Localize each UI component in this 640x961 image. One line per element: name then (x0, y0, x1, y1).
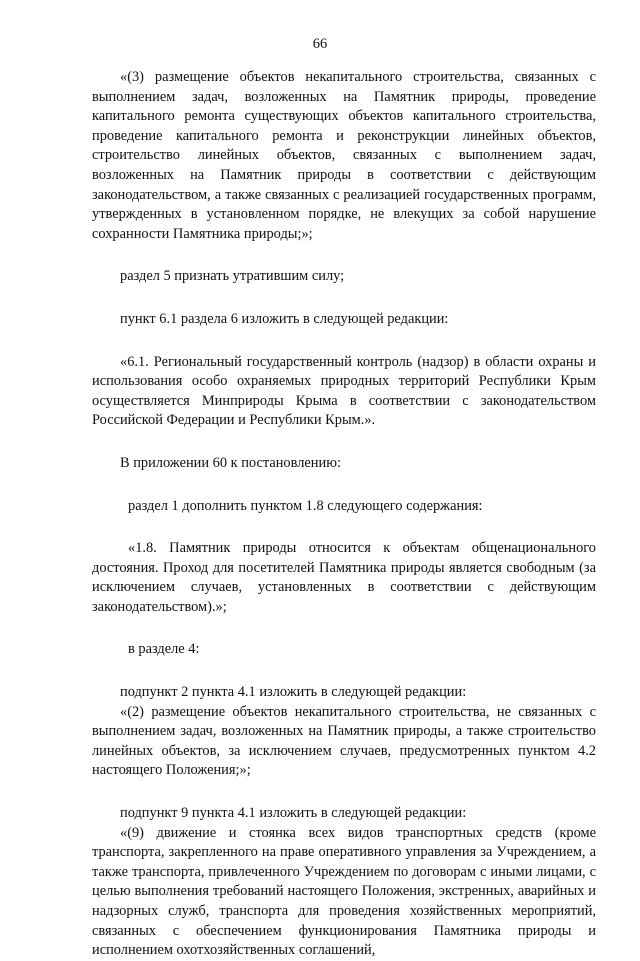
paragraph-section-4: в разделе 4: (128, 641, 200, 658)
document-body (92, 68, 596, 961)
page-number: 66 (312, 36, 328, 52)
paragraph-amendment-3: «(3) размещение объектов некапитального строительства, связанных с выполнением задач, возложенных на Памятник природы, проведение капитального ремонта существующих объектов капитального строительства, проведение капитального ремонта и реконструкции линейных объектов, строительство линейных объектов, связанных с выполнением задач, возложенных на Памятник природы в соответствии с действующим законодательством, а также связанных с реализацией государственных программ, утвержденных в установленном порядке, не влекущих за собой нарушение сохранности Памятника природы;»; (92, 69, 596, 242)
paragraph-point-6-1-intro: пункт 6.1 раздела 6 изложить в следующей редакции: (120, 310, 449, 327)
paragraph-point-6-1-text: «6.1. Региональный государственный контроль (надзор) в области охраны и использования особо охраняемых природных территорий Республики Крым осуществляется Минприроды Крыма в соответствии с законодательством Российской Федерации и Республики Крым.». (92, 353, 596, 429)
paragraph-subpoint-2-text: «(2) размещение объектов некапитального строительства, не связанных с выполнением задач, возложенных на Памятник природы, а также строительство линейных объектов, за исключением случаев, предусмотренных пунктом 4.2 настоящего Положения;»; (92, 703, 596, 779)
paragraph-subpoint-9-text: «(9) движение и стоянка всех видов транспортных средств (кроме транспорта, закрепленного на праве оперативного управления за Учреждением, а также транспорта, привлеченного Учреждением по договорам с иными лицами, с целью выполнения требований настоящего Положения, экстренных, аварийных и надзорных служб, транспорта для проведения хозяйственных мероприятий, связанных с обеспечением функционирования Памятника природы и исполнением охотхозяйственных соглашений, (92, 824, 596, 959)
paragraph-point-1-8-text: «1.8. Памятник природы относится к объектам общенационального достояния. Проход для посетителей Памятника природы является свободным (за исключением случаев, установленных в соответствии с действующим законодательством).»; (92, 540, 596, 615)
paragraph-appendix-60: В приложении 60 к постановлению: (120, 454, 341, 471)
paragraph-subpoint-2-intro: подпункт 2 пункта 4.1 изложить в следующей редакции: (120, 684, 467, 701)
paragraph-subpoint-9-intro: подпункт 9 пункта 4.1 изложить в следующей редакции: (120, 805, 467, 822)
paragraph-section-1-add: раздел 1 дополнить пунктом 1.8 следующего содержания: (128, 497, 483, 514)
paragraph-section-5-void: раздел 5 признать утратившим силу; (120, 268, 345, 285)
